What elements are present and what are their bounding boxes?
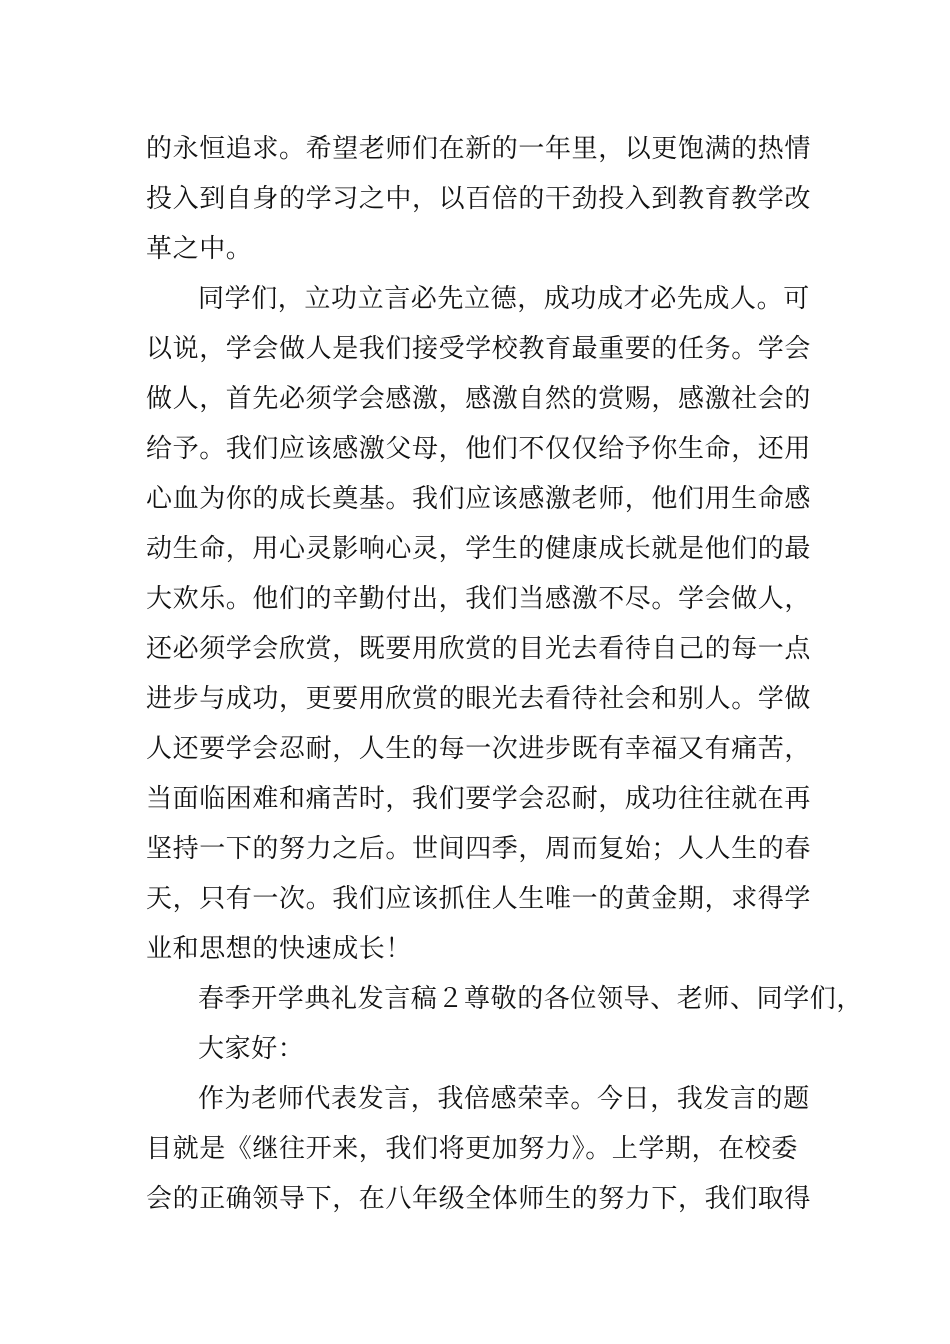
text-line: 动生命，用心灵影响心灵，学生的健康成长就是他们的最 bbox=[146, 534, 812, 564]
text-line: 投入到自身的学习之中，以百倍的干劲投入到教育教学改 bbox=[146, 184, 812, 214]
text-line: 业和思想的快速成长！ bbox=[146, 934, 413, 964]
text-line: 天，只有一次。我们应该抓住人生唯一的黄金期，求得学 bbox=[146, 884, 812, 914]
text-line: 的永恒追求。希望老师们在新的一年里，以更饱满的热情 bbox=[146, 134, 812, 164]
text-line: 目就是《继往开来，我们将更加努力》。上学期，在校委 bbox=[146, 1134, 799, 1164]
text-line: 还必须学会欣赏，既要用欣赏的目光去看待自己的每一点 bbox=[146, 634, 812, 664]
text-line: 大欢乐。他们的辛勤付出，我们当感激不尽。学会做人， bbox=[146, 584, 812, 614]
paragraph-start-line: 作为老师代表发言，我倍感荣幸。今日，我发言的题 bbox=[198, 1084, 810, 1114]
text-line: 做人，首先必须学会感激，感激自然的赏赐，感激社会的 bbox=[146, 384, 812, 414]
text-line: 给予。我们应该感激父母，他们不仅仅给予你生命，还用 bbox=[146, 434, 812, 464]
text-line: 进步与成功，更要用欣赏的眼光去看待社会和别人。学做 bbox=[146, 684, 812, 714]
section-heading-line: 春季开学典礼发言稿２尊敬的各位领导、老师、同学们， bbox=[198, 984, 864, 1014]
greeting-line: 大家好： bbox=[198, 1034, 305, 1064]
text-line: 心血为你的成长奠基。我们应该感激老师，他们用生命感 bbox=[146, 484, 812, 514]
text-line: 坚持一下的努力之后。世间四季，周而复始；人人生的春 bbox=[146, 834, 812, 864]
text-line: 以说，学会做人是我们接受学校教育最重要的任务。学会 bbox=[146, 334, 812, 364]
text-line: 人还要学会忍耐，人生的每一次进步既有幸福又有痛苦， bbox=[146, 734, 812, 764]
text-line: 革之中。 bbox=[146, 234, 253, 264]
paragraph-start-line: 同学们，立功立言必先立德，成功成才必先成人。可 bbox=[198, 284, 810, 314]
text-line: 当面临困难和痛苦时，我们要学会忍耐，成功往往就在再 bbox=[146, 784, 812, 814]
text-line: 会的正确领导下，在八年级全体师生的努力下，我们取得 bbox=[146, 1184, 812, 1214]
